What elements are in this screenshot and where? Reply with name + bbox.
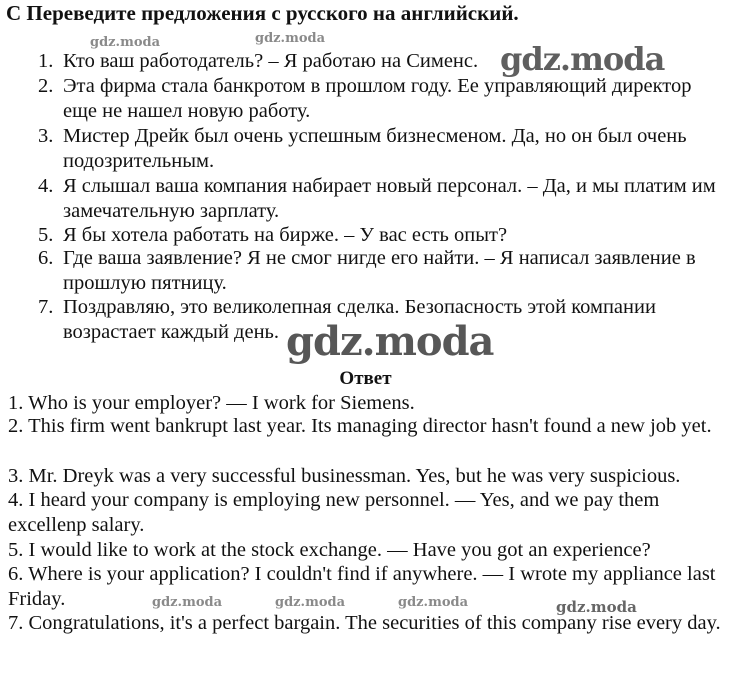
task-item xyxy=(38,74,728,124)
task-item-number: 3. xyxy=(38,125,54,147)
answer-item: 3. Mr. Dreyk was a very successful businessman. Yes, but he was very suspicious. xyxy=(8,465,681,487)
watermark: gdz.moda xyxy=(255,31,326,46)
watermark: gdz.moda xyxy=(90,35,161,50)
task-item-text: Поздравляю, это великолепная сделка. Безопасность этой компании возрастает каждый день. xyxy=(63,296,656,343)
answer-item: 4. I heard your company is employing new personnel. — Yes, and we pay them excellenp salary. xyxy=(8,489,660,536)
watermark: gdz.moda xyxy=(275,595,346,610)
task-item xyxy=(38,223,728,248)
task-item xyxy=(38,124,728,174)
task-item-text: Я слышал ваша компания набирает новый персонал. – Да, и мы платим им замечательную зарплату. xyxy=(63,175,716,222)
answer-item: 7. Congratulations, it's a perfect bargain. The securities of this company rise every day. xyxy=(8,612,721,634)
task-item-number: 4. xyxy=(38,175,54,197)
answer-item: 2. This firm went bankrupt last year. Its managing director hasn't found a new job yet. xyxy=(8,415,712,437)
watermark: gdz.moda xyxy=(286,318,494,365)
answer-item: 5. I would like to work at the stock exchange. — Have you got an experience? xyxy=(8,539,651,561)
task-item-number: 6. xyxy=(38,247,54,269)
task-item-number: 5. xyxy=(38,224,54,246)
task-item-number: 1. xyxy=(38,50,54,72)
task-item-text: Где ваша заявление? Я не смог нигде его найти. – Я написал заявление в прошлую пятницу. xyxy=(63,247,696,294)
task-item-text: Я бы хотела работать на бирже. – У вас есть опыт? xyxy=(63,224,508,246)
watermark: gdz.moda xyxy=(398,595,469,610)
answer-item: 6. Where is your application? I couldn't find if anywhere. — I wrote my appliance last Friday. xyxy=(8,563,716,610)
task-item xyxy=(38,174,728,224)
exercise-heading: C Переведите предложения с русского на английский. xyxy=(6,1,519,25)
watermark: gdz.moda xyxy=(556,598,637,616)
watermark: gdz.moda xyxy=(152,595,223,610)
task-item-text: Кто ваш работодатель? – Я работаю на Сименс. xyxy=(63,50,479,72)
task-item-text: Эта фирма стала банкротом в прошлом году. Ее управляющий директор еще не нашел новую работу. xyxy=(63,75,692,122)
task-item-text: Мистер Дрейк был очень успешным бизнесменом. Да, но он был очень подозрительным. xyxy=(63,125,687,172)
task-item-number: 7. xyxy=(38,296,54,318)
answer-title: Ответ xyxy=(339,368,392,389)
watermark: gdz.moda xyxy=(500,40,665,78)
answer-item: 1. Who is your employer? — I work for Siemens. xyxy=(8,392,415,414)
task-item xyxy=(38,246,728,296)
task-item-number: 2. xyxy=(38,75,54,97)
